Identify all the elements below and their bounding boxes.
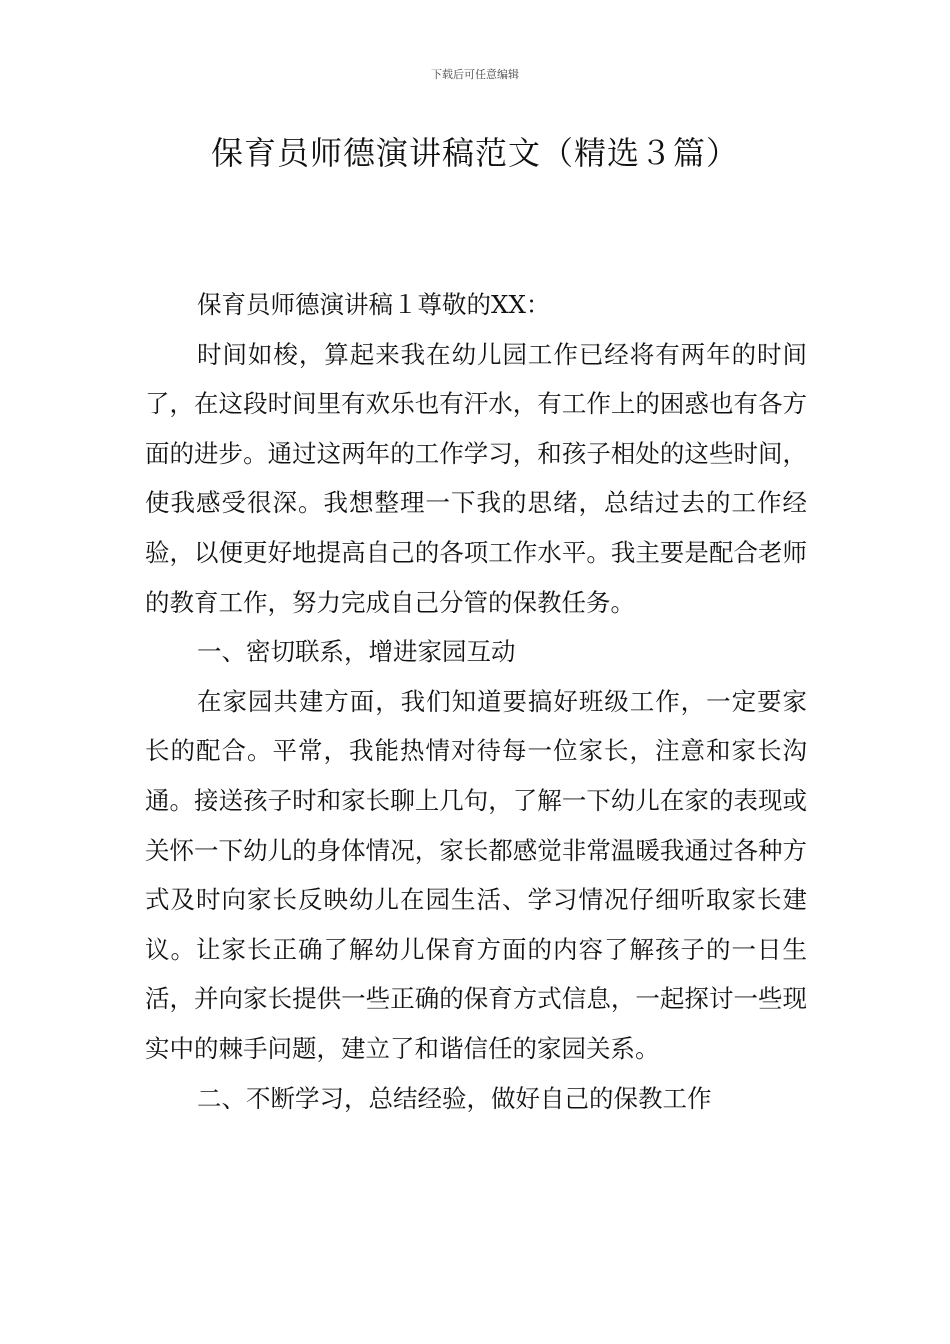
document-body (145, 280, 807, 1123)
paragraph-salutation: 保育员师德演讲稿１尊敬的XX： (197, 290, 551, 319)
paragraph-intro: 时间如梭，算起来我在幼儿园工作已经将有两年的时间了，在这段时间里有欢乐也有汗水，有工作上的困惑也有各方面的进步。通过这两年的工作学习，和孩子相处的这些时间，使我感受很深。我想整理一下我的思绪，总结过去的工作经验，以便更好地提高自己的各项工作水平。我主要是配合老师的教育工作，努力完成自己分管的保教任务。 (145, 339, 807, 617)
section-heading-1: 一、密切联系，增进家园互动 (197, 637, 516, 667)
header-note: 下载后可任意编辑 (431, 68, 519, 81)
document-title: 保育员师德演讲稿范文（精选３篇） (210, 134, 739, 172)
section-heading-2: 二、不断学习，总结经验，做好自己的保教工作 (197, 1083, 712, 1113)
paragraph-section-1: 在家园共建方面，我们知道要搞好班级工作，一定要家长的配合。平常，我能热情对待每一位家长，注意和家长沟通。接送孩子时和家长聊上几句，了解一下幼儿在家的表现或关怀一下幼儿的身体情况，家长都感觉非常温暖我通过各种方式及时向家长反映幼儿在园生活、学习情况仔细听取家长建议。让家长正确了解幼儿保育方面的内容了解孩子的一日生活，并向家长提供一些正确的保育方式信息，一起探讨一些现实中的棘手问题，建立了和谐信任的家园关系。 (145, 686, 807, 1063)
